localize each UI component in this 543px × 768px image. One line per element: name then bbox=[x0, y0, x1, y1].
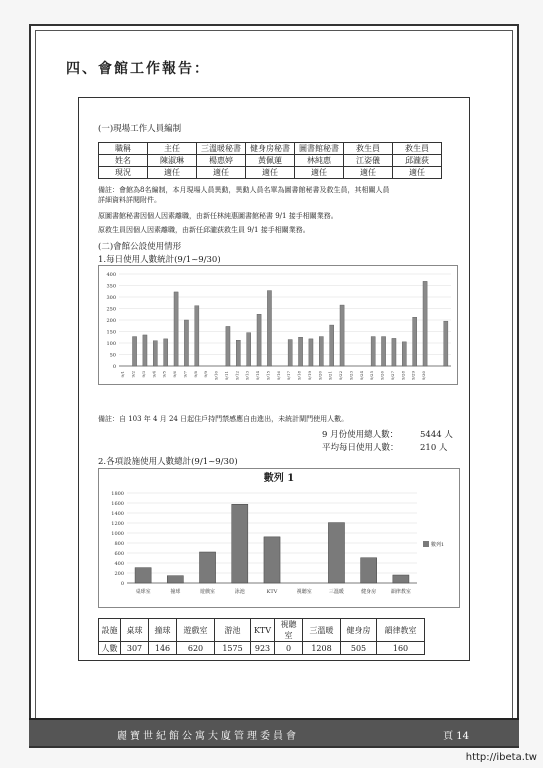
staff-row bbox=[99, 167, 442, 179]
daily-bar bbox=[257, 314, 261, 366]
staff-cell: 主任 bbox=[148, 143, 197, 155]
daily-bar bbox=[298, 337, 302, 366]
avg-label: 平均每日使用人數： bbox=[322, 443, 399, 453]
usage-chart-frame bbox=[98, 468, 460, 608]
x-tick-label: 9/22 bbox=[338, 371, 344, 380]
staff-cell: 陳淑琳 bbox=[148, 155, 197, 167]
daily-bar bbox=[288, 340, 292, 366]
usage-bar bbox=[328, 523, 344, 583]
staff-cell: 三溫暖秘書 bbox=[197, 143, 246, 155]
x-tick-label: 9/7 bbox=[182, 371, 188, 378]
x-tick-label: 9/17 bbox=[286, 371, 292, 380]
staff-cell: 黃佩蓮 bbox=[246, 155, 295, 167]
usage-cell: 桌球 bbox=[121, 619, 149, 642]
facility-usage-chart bbox=[99, 469, 461, 609]
staff-cell: 適任 bbox=[246, 167, 295, 179]
usage-cell: 撞球 bbox=[149, 619, 177, 642]
usage-cell: 923 bbox=[251, 642, 275, 655]
x-tick-label: 9/12 bbox=[234, 371, 240, 380]
x-tick-label: 9/28 bbox=[400, 371, 406, 380]
y-tick-label: 600 bbox=[114, 551, 124, 557]
x-tick-label: 9/13 bbox=[244, 371, 250, 380]
usage-cell: 設施 bbox=[99, 619, 121, 642]
page-footer bbox=[29, 718, 519, 746]
x-tick-label: 9/1 bbox=[120, 371, 126, 378]
y-tick-label: 400 bbox=[106, 272, 116, 278]
daily-heading: 1.每日使用人數統計(9/1~9/30) bbox=[98, 255, 221, 265]
x-tick-label: 9/26 bbox=[379, 371, 385, 380]
usage-cell: 505 bbox=[341, 642, 377, 655]
x-tick-label: 9/4 bbox=[151, 371, 157, 378]
usage-cell: 1208 bbox=[303, 642, 341, 655]
x-tick-label: 9/2 bbox=[130, 371, 136, 378]
x-tick-label: 9/15 bbox=[265, 371, 271, 380]
x-tick-label: 9/29 bbox=[410, 371, 416, 380]
x-tick-label: 9/18 bbox=[296, 371, 302, 380]
daily-usage-chart bbox=[99, 266, 459, 386]
daily-bar bbox=[309, 339, 313, 366]
staff-note-2: 原圖書館秘書因個人因素離職，由新任林純惠圖書館秘書 9/1 接手相關業務。 bbox=[98, 212, 338, 220]
usage-row bbox=[99, 619, 425, 642]
staff-cell: 適任 bbox=[344, 167, 393, 179]
daily-bar bbox=[153, 341, 157, 366]
daily-bar bbox=[423, 281, 427, 366]
x-tick-label: 9/21 bbox=[327, 371, 333, 380]
daily-bar bbox=[247, 333, 251, 366]
staff-cell: 林純惠 bbox=[295, 155, 344, 167]
total-value: 5444 人 bbox=[420, 430, 453, 440]
legend-swatch bbox=[423, 541, 429, 547]
daily-bar bbox=[132, 337, 136, 366]
staff-cell: 適任 bbox=[393, 167, 442, 179]
x-tick-label: 韻律教室 bbox=[390, 589, 411, 595]
y-tick-label: 200 bbox=[114, 571, 124, 577]
daily-chart-frame bbox=[98, 265, 458, 385]
staff-cell: 圖書館秘書 bbox=[295, 143, 344, 155]
staff-cell: 江姿儀 bbox=[344, 155, 393, 167]
x-tick-label: 9/3 bbox=[140, 371, 146, 378]
staff-cell: 救生員 bbox=[393, 143, 442, 155]
avg-value: 210 人 bbox=[420, 443, 448, 453]
x-tick-label: 9/5 bbox=[161, 371, 167, 378]
staff-row bbox=[99, 143, 442, 155]
daily-bar bbox=[174, 292, 178, 366]
total-label: 9 月份使用總人數： bbox=[322, 430, 399, 440]
x-tick-label: 9/25 bbox=[369, 371, 375, 380]
footer-title: 麗寶世紀館公寓大廈管理委員會 bbox=[117, 731, 299, 742]
daily-bar bbox=[164, 339, 168, 366]
legend-label: 數列1 bbox=[431, 542, 445, 548]
y-tick-label: 350 bbox=[106, 283, 116, 290]
staff-cell: 邱瀧荻 bbox=[393, 155, 442, 167]
y-tick-label: 150 bbox=[106, 329, 116, 336]
y-tick-label: 1800 bbox=[111, 491, 124, 497]
y-tick-label: 1200 bbox=[111, 521, 124, 527]
staff-table bbox=[98, 142, 442, 179]
x-tick-label: 桌球室 bbox=[135, 589, 151, 595]
y-tick-label: 400 bbox=[114, 561, 124, 567]
daily-bar bbox=[330, 325, 334, 366]
x-tick-label: 撞球 bbox=[170, 589, 181, 595]
staff-cell: 適任 bbox=[295, 167, 344, 179]
daily-note: 備註：自 103 年 4 月 24 日起住戶持門禁感應自由進出，未統計閘門使用人數。 bbox=[98, 415, 349, 423]
y-tick-label: 250 bbox=[106, 306, 116, 313]
usage-cell: 游池 bbox=[215, 619, 251, 642]
y-tick-label: 1600 bbox=[111, 501, 124, 507]
facility-heading: (二)會館公設使用情形 bbox=[98, 242, 182, 252]
staff-cell: 現況 bbox=[99, 167, 148, 179]
daily-bar bbox=[340, 305, 344, 366]
usage-bar bbox=[135, 568, 151, 583]
staff-cell: 楊惠婷 bbox=[197, 155, 246, 167]
usage-cell: 620 bbox=[177, 642, 215, 655]
staff-cell: 救生員 bbox=[344, 143, 393, 155]
staff-cell: 職稱 bbox=[99, 143, 148, 155]
staff-cell: 健身房秘書 bbox=[246, 143, 295, 155]
y-tick-label: 800 bbox=[114, 541, 124, 547]
daily-bar bbox=[267, 291, 271, 366]
daily-bar bbox=[184, 320, 188, 366]
daily-bar bbox=[226, 326, 230, 366]
usage-cell: 視聽室 bbox=[275, 619, 303, 642]
section-title: 四、會館工作報告： bbox=[66, 61, 210, 77]
daily-bar bbox=[236, 340, 240, 366]
usage-heading: 2.各項設施使用人數總計(9/1~9/30) bbox=[98, 457, 238, 467]
usage-cell: 三溫暖 bbox=[303, 619, 341, 642]
watermark: http://ibeta.tw bbox=[465, 752, 537, 763]
usage-cell: 人數 bbox=[99, 642, 121, 655]
staff-note-3: 原救生員因個人因素離職，由新任邱瀧荻救生員 9/1 接手相關業務。 bbox=[98, 226, 310, 234]
staff-cell: 適任 bbox=[148, 167, 197, 179]
staff-cell: 適任 bbox=[197, 167, 246, 179]
staff-note-1b: 詳細資料詳閱附件。 bbox=[98, 196, 161, 204]
usage-cell: 307 bbox=[121, 642, 149, 655]
usage-cell: 韻律教室 bbox=[377, 619, 425, 642]
usage-bar bbox=[232, 504, 248, 583]
usage-row bbox=[99, 642, 425, 655]
x-tick-label: 視聽室 bbox=[296, 589, 312, 595]
daily-bar bbox=[413, 317, 417, 366]
y-tick-label: 1000 bbox=[111, 531, 124, 537]
usage-bar bbox=[393, 575, 409, 583]
staffing-heading: (一)現場工作人員編制 bbox=[98, 124, 182, 134]
x-tick-label: 9/9 bbox=[203, 371, 209, 378]
daily-bar bbox=[371, 337, 375, 366]
daily-bar bbox=[319, 337, 323, 366]
x-tick-label: 9/11 bbox=[223, 371, 229, 380]
y-tick-label: 0 bbox=[120, 581, 124, 587]
usage-cell: 0 bbox=[275, 642, 303, 655]
y-tick-label: 100 bbox=[106, 341, 116, 347]
usage-cell: 160 bbox=[377, 642, 425, 655]
x-tick-label: 9/24 bbox=[358, 371, 364, 380]
usage-table bbox=[98, 618, 425, 655]
daily-bar bbox=[195, 306, 199, 366]
daily-bar bbox=[392, 338, 396, 366]
daily-bar bbox=[402, 342, 406, 366]
usage-cell: KTV bbox=[251, 619, 275, 642]
y-tick-label: 1400 bbox=[111, 511, 124, 517]
y-tick-label: 300 bbox=[106, 295, 116, 301]
page-number: 頁 14 bbox=[443, 731, 469, 742]
x-tick-label: 9/10 bbox=[213, 371, 219, 380]
usage-cell: 健身房 bbox=[341, 619, 377, 642]
daily-bar bbox=[381, 337, 385, 366]
usage-cell: 遊戲室 bbox=[177, 619, 215, 642]
x-tick-label: 泳池 bbox=[234, 589, 245, 595]
usage-cell: 1575 bbox=[215, 642, 251, 655]
x-tick-label: 9/8 bbox=[192, 371, 198, 378]
x-tick-label: 遊戲室 bbox=[200, 589, 216, 595]
x-tick-label: 9/20 bbox=[317, 371, 323, 380]
usage-bar bbox=[167, 576, 183, 583]
x-tick-label: 9/16 bbox=[275, 371, 281, 380]
usage-cell: 146 bbox=[149, 642, 177, 655]
y-tick-label: 0 bbox=[112, 364, 116, 370]
daily-bar bbox=[143, 335, 147, 366]
y-tick-label: 200 bbox=[106, 318, 116, 324]
x-tick-label: 9/23 bbox=[348, 371, 354, 380]
x-tick-label: 9/14 bbox=[255, 371, 261, 380]
x-tick-label: 健身房 bbox=[361, 589, 377, 595]
usage-bar bbox=[361, 558, 377, 583]
chart-title: 數列 1 bbox=[263, 473, 295, 484]
usage-bar bbox=[200, 552, 216, 583]
x-tick-label: 9/19 bbox=[306, 371, 312, 380]
staff-note-1: 備註：會館為8名編制，本月現場人員異動，異動人員名單為圖書館秘書及救生員，其相關人員 bbox=[98, 186, 390, 194]
x-tick-label: 三溫暖 bbox=[328, 589, 344, 595]
x-tick-label: 9/27 bbox=[389, 371, 395, 380]
staff-cell: 姓名 bbox=[99, 155, 148, 167]
x-tick-label: KTV bbox=[266, 589, 278, 595]
x-tick-label: 9/30 bbox=[421, 371, 427, 380]
y-tick-label: 50 bbox=[109, 352, 116, 359]
usage-bar bbox=[264, 537, 280, 583]
daily-bar bbox=[444, 321, 448, 366]
x-tick-label: 9/6 bbox=[172, 371, 178, 378]
staff-row bbox=[99, 155, 442, 167]
